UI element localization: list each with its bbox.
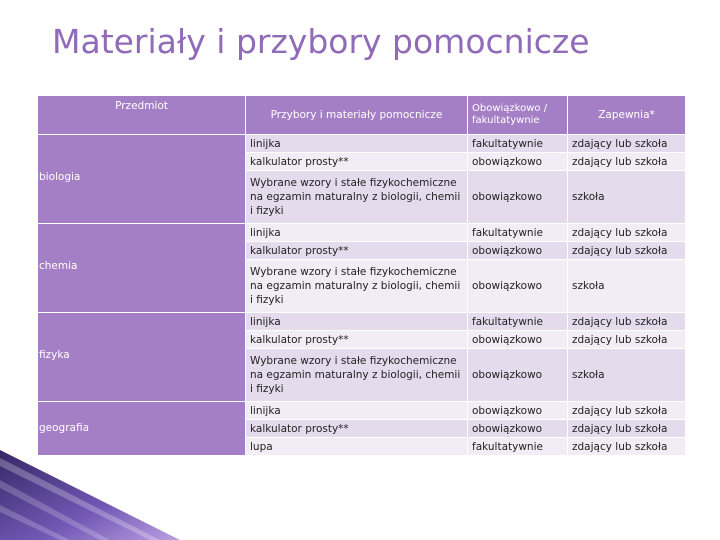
item-cell: kalkulator prosty**: [246, 331, 468, 349]
item-cell: linijka: [246, 313, 468, 331]
item-cell: kalkulator prosty**: [246, 420, 468, 438]
provides-cell: zdający lub szkoła: [568, 313, 686, 331]
provides-cell: zdający lub szkoła: [568, 420, 686, 438]
subject-cell: biologia: [38, 135, 246, 224]
header-items: Przybory i materiały pomocnicze: [246, 96, 468, 135]
table-row: [38, 313, 686, 331]
item-cell: kalkulator prosty**: [246, 242, 468, 260]
mandatory-cell: obowiązkowo: [468, 153, 568, 171]
header-mandatory: Obowiązkowo / fakultatywnie: [468, 96, 568, 135]
mandatory-cell: obowiązkowo: [468, 349, 568, 402]
provides-cell: zdający lub szkoła: [568, 331, 686, 349]
item-cell: kalkulator prosty**: [246, 153, 468, 171]
item-cell: Wybrane wzory i stałe fizykochemiczne na egzamin maturalny z biologii, chemii i fizyki: [246, 260, 468, 313]
mandatory-cell: fakultatywnie: [468, 313, 568, 331]
table-header-row: [38, 96, 686, 135]
item-cell: linijka: [246, 402, 468, 420]
mandatory-cell: obowiązkowo: [468, 331, 568, 349]
mandatory-cell: fakultatywnie: [468, 224, 568, 242]
item-cell: Wybrane wzory i stałe fizykochemiczne na egzamin maturalny z biologii, chemii i fizyki: [246, 171, 468, 224]
mandatory-cell: obowiązkowo: [468, 402, 568, 420]
provides-cell: zdający lub szkoła: [568, 153, 686, 171]
provides-cell: zdający lub szkoła: [568, 242, 686, 260]
item-cell: linijka: [246, 224, 468, 242]
item-cell: linijka: [246, 135, 468, 153]
materials-table: [37, 95, 686, 456]
mandatory-cell: fakultatywnie: [468, 135, 568, 153]
mandatory-cell: obowiązkowo: [468, 420, 568, 438]
mandatory-cell: obowiązkowo: [468, 260, 568, 313]
mandatory-cell: obowiązkowo: [468, 242, 568, 260]
provides-cell: zdający lub szkoła: [568, 135, 686, 153]
item-cell: lupa: [246, 438, 468, 456]
decorative-corner-swoosh: [0, 450, 180, 540]
subject-cell: fizyka: [38, 313, 246, 402]
provides-cell: zdający lub szkoła: [568, 402, 686, 420]
provides-cell: szkoła: [568, 171, 686, 224]
page-title: Materiały i przybory pomocnicze: [52, 22, 590, 61]
table-row: [38, 135, 686, 153]
header-subject: Przedmiot: [38, 96, 246, 135]
provides-cell: zdający lub szkoła: [568, 224, 686, 242]
table-row: [38, 402, 686, 420]
header-provides: Zapewnia*: [568, 96, 686, 135]
provides-cell: szkoła: [568, 349, 686, 402]
item-cell: Wybrane wzory i stałe fizykochemiczne na egzamin maturalny z biologii, chemii i fizyki: [246, 349, 468, 402]
subject-cell: geografia: [38, 402, 246, 456]
provides-cell: zdający lub szkoła: [568, 438, 686, 456]
table-row: [38, 224, 686, 242]
mandatory-cell: fakultatywnie: [468, 438, 568, 456]
mandatory-cell: obowiązkowo: [468, 171, 568, 224]
provides-cell: szkoła: [568, 260, 686, 313]
subject-cell: chemia: [38, 224, 246, 313]
